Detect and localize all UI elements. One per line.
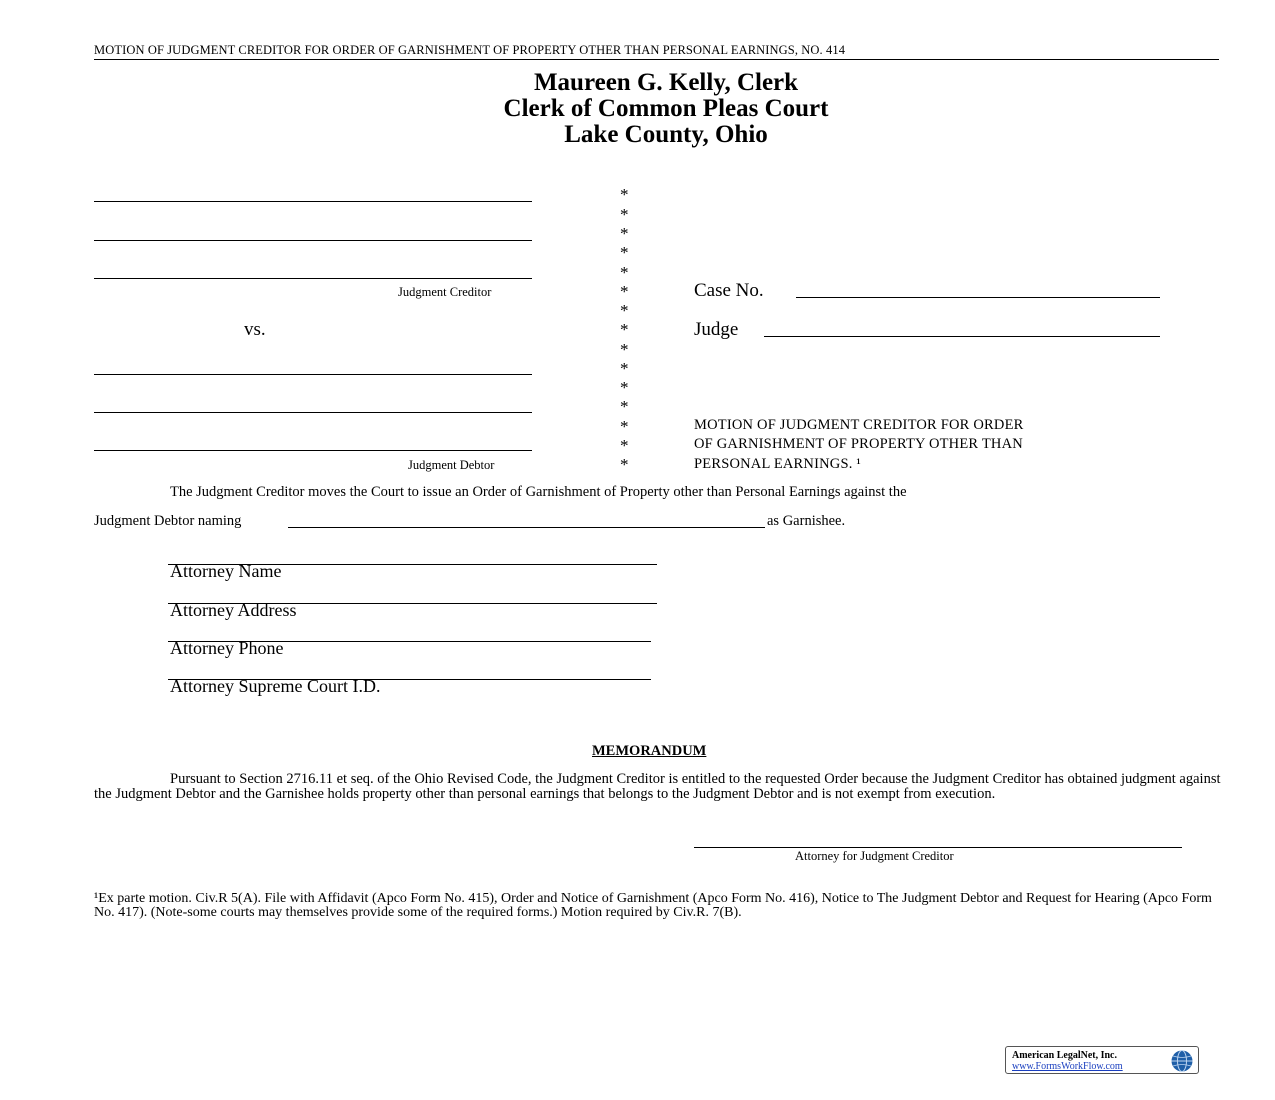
attorney-signature-line[interactable] (694, 847, 1182, 848)
separator-star: * (620, 359, 629, 378)
separator-star: * (620, 224, 629, 243)
naming-prefix: Judgment Debtor naming (94, 513, 242, 529)
attorney-phone-label: Attorney Phone (170, 638, 284, 658)
attorney-signature-label: Attorney for Judgment Creditor (795, 849, 954, 863)
attorney-name-label: Attorney Name (170, 561, 282, 581)
debtor-line-3[interactable] (94, 450, 532, 451)
memorandum-heading: MEMORANDUM (592, 743, 707, 759)
debtor-line-1[interactable] (94, 374, 532, 375)
creditor-line-2[interactable] (94, 240, 532, 241)
separator-star: * (620, 397, 629, 416)
forms-workflow-link[interactable]: www.FormsWorkFlow.com (1012, 1061, 1123, 1072)
court-name: Clerk of Common Pleas Court (503, 95, 829, 122)
separator-star: * (620, 417, 629, 436)
separator-star: * (620, 436, 629, 455)
garnishee-name-field[interactable] (288, 527, 765, 528)
separator-star: * (620, 185, 629, 204)
case-number-field[interactable] (796, 297, 1160, 298)
versus-label: vs. (244, 319, 266, 340)
globe-logo-icon (1170, 1049, 1194, 1073)
separator-star: * (620, 378, 629, 397)
separator-star: * (620, 263, 629, 282)
clerk-name: Maureen G. Kelly, Clerk (533, 69, 799, 96)
case-number-label: Case No. (694, 280, 764, 301)
motion-title-line-1: MOTION OF JUDGMENT CREDITOR FOR ORDER (694, 417, 1024, 433)
separator-star: * (620, 340, 629, 359)
motion-intro-text: The Judgment Creditor moves the Court to issue an Order of Garnishment of Property other than Personal Earnings against the (170, 484, 907, 500)
judgment-creditor-label: Judgment Creditor (398, 285, 492, 299)
footnote-text: ¹Ex parte motion. Civ.R 5(A). File with Affidavit (Apco Form No. 415), Order and Notice of Garnishment (Apco Form No. 416), Notice to The Judgment Debtor and Request for Hearing (Apco Form No. 417). (Note-some courts may themselves provide some of the required forms.) Motion required by Civ.R. 7(B). (94, 891, 1212, 920)
attorney-address-label: Attorney Address (170, 600, 297, 620)
judgment-debtor-label: Judgment Debtor (408, 458, 495, 472)
memorandum-text: Pursuant to Section 2716.11 et seq. of the Ohio Revised Code, the Judgment Creditor is entitled to the requested Order because the Judgment Creditor has obtained judgment against the Judgment Debtor and the Garnishee holds property other than personal earnings that belongs to the Judgment Debtor and is not exempt from execution. (94, 771, 1221, 802)
judge-field[interactable] (764, 336, 1160, 337)
form-header-title: MOTION OF JUDGMENT CREDITOR FOR ORDER OF GARNISHMENT OF PROPERTY OTHER THAN PERSONAL EARNINGS, NO. 414 (94, 43, 1219, 60)
creditor-line-3[interactable] (94, 278, 532, 279)
naming-suffix: as Garnishee. (767, 513, 846, 529)
separator-star: * (620, 205, 629, 224)
separator-star: * (620, 320, 629, 339)
badge-company-name: American LegalNet, Inc. (1012, 1050, 1117, 1061)
motion-title-line-2: OF GARNISHMENT OF PROPERTY OTHER THAN (694, 436, 1023, 452)
separator-star: * (620, 301, 629, 320)
county-name: Lake County, Ohio (564, 121, 768, 148)
judge-label: Judge (694, 319, 739, 340)
motion-title-line-3: PERSONAL EARNINGS. ¹ (694, 456, 861, 472)
separator-star: * (620, 282, 629, 301)
creditor-line-1[interactable] (94, 201, 532, 202)
attorney-id-label: Attorney Supreme Court I.D. (170, 676, 381, 696)
separator-star: * (620, 243, 629, 262)
separator-star: * (620, 455, 629, 474)
debtor-line-2[interactable] (94, 412, 532, 413)
american-legalnet-badge[interactable] (1005, 1046, 1199, 1074)
